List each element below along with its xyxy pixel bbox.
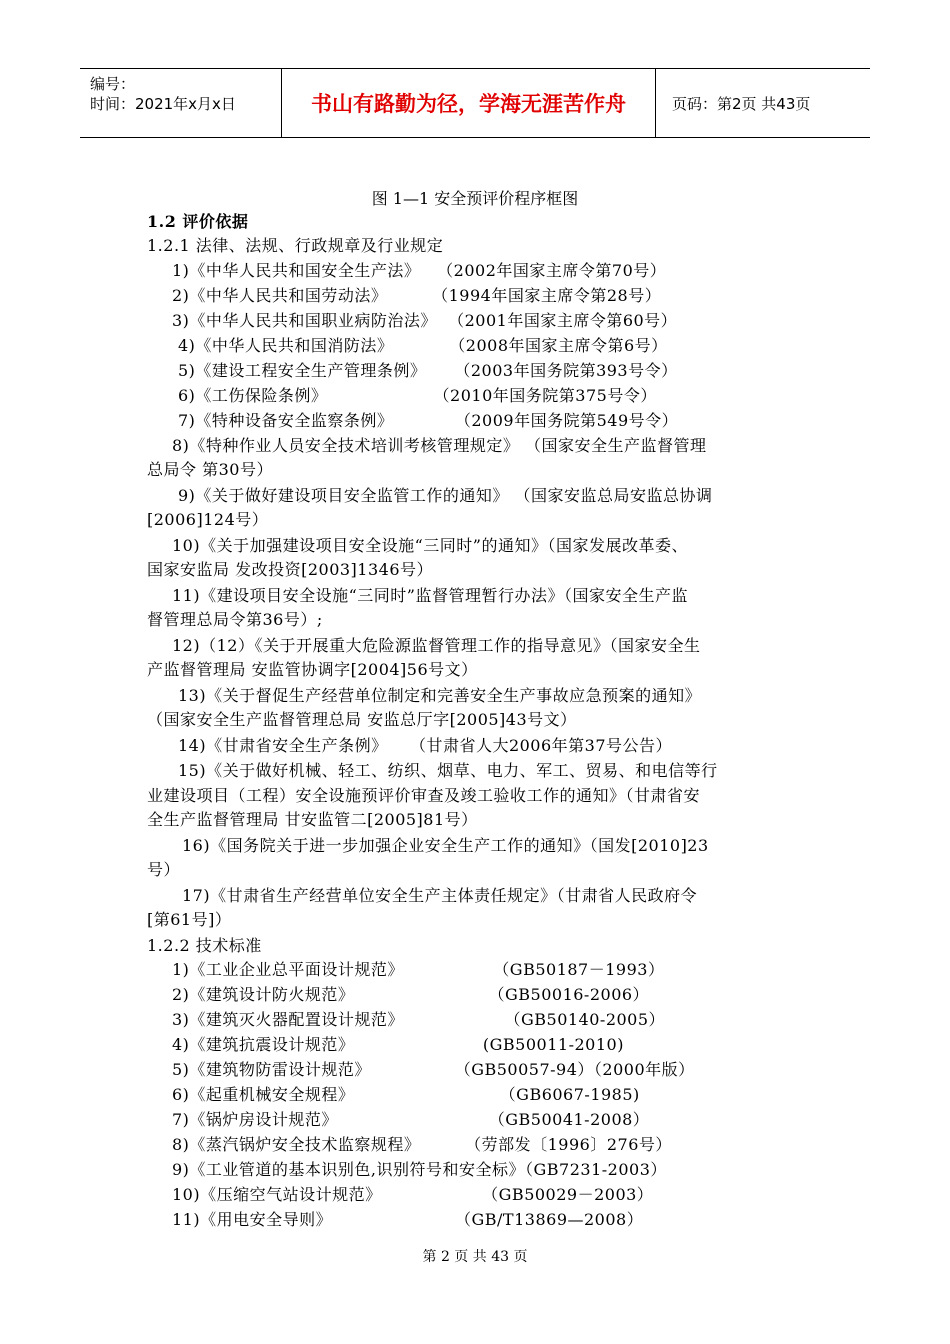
list-item: 4)《中华人民共和国消防法》 （2008年国家主席令第6号） — [178, 336, 668, 355]
header-meta — [80, 69, 280, 137]
list-item: 9)《关于做好建设项目安全监管工作的通知》 （国家安监总局安监总协调 — [178, 486, 713, 505]
list-item: 17)《甘肃省生产经营单位安全生产主体责任规定》（甘肃省人民政府令 — [182, 886, 698, 905]
list-item: 7)《特种设备安全监察条例》 （2009年国务院第549号令） — [178, 411, 679, 430]
list-item-continuation: [2006]124号） — [147, 510, 269, 529]
list-item: 8)《蒸汽锅炉安全技术监察规程》 （劳部发〔1996〕276号） — [172, 1135, 672, 1154]
list-item: 6)《起重机械安全规程》 （GB6067-1985) — [172, 1085, 640, 1104]
subsection-standards: 1.2.2 技术标准 — [147, 936, 262, 955]
list-item-continuation: 产监督管理局 安监管协调字[2004]56号文） — [147, 660, 478, 679]
list-item-continuation: （国家安全生产监督管理总局 安监总厅字[2005]43号文） — [147, 710, 577, 729]
header-motto: 书山有路勤为径，学海无涯苦作舟 — [281, 69, 656, 137]
page-info-text: 页码：第2页 共43页 — [672, 94, 811, 113]
list-item: 10)《关于加强建设项目安全设施“三同时”的通知》（国家发展改革委、 — [172, 536, 688, 555]
figure-caption: 图 1—1 安全预评价程序框图 — [371, 189, 579, 208]
section-title: 1.2 评价依据 — [147, 212, 249, 231]
list-item: 13)《关于督促生产经营单位制定和完善安全生产事故应急预案的通知》 — [178, 686, 702, 705]
list-item-continuation: [第61号]） — [147, 910, 232, 929]
list-item: 9)《工业管道的基本识别色,识别符号和安全标》（GB7231-2003） — [172, 1160, 667, 1179]
list-item: 10)《压缩空气站设计规范》 （GB50029－2003） — [172, 1185, 654, 1204]
list-item-continuation: 全生产监督管理局 甘安监管二[2005]81号） — [147, 810, 478, 829]
list-item-continuation: 国家安监局 发改投资[2003]1346号） — [147, 560, 434, 579]
list-item: 5)《建设工程安全生产管理条例》 （2003年国务院第393号令） — [178, 361, 678, 380]
list-item: 16)《国务院关于进一步加强企业安全生产工作的通知》（国发[2010]23 — [182, 836, 709, 855]
list-item: 5)《建筑物防雷设计规范》 （GB50057-94）（2000年版） — [172, 1060, 695, 1079]
list-item: 2)《建筑设计防火规范》 （GB50016-2006） — [172, 985, 650, 1004]
page-footer: 第 2 页 共 43 页 — [422, 1249, 528, 1265]
list-item: 4)《建筑抗震设计规范》 (GB50011-2010) — [172, 1035, 624, 1054]
list-item: 12)（12）《关于开展重大危险源监督管理工作的指导意见》（国家安全生 — [172, 636, 701, 655]
list-item-continuation: 督管理总局令第36号）; — [147, 610, 323, 629]
list-item: 3)《中华人民共和国职业病防治法》 （2001年国家主席令第60号） — [172, 311, 678, 330]
list-item-continuation: 业建设项目（工程）安全设施预评价审查及竣工验收工作的通知》（甘肃省安 — [147, 786, 701, 805]
list-item: 1)《中华人民共和国安全生产法》 （2002年国家主席令第70号） — [172, 261, 667, 280]
list-item: 7)《锅炉房设计规范》 （GB50041-2008） — [172, 1110, 650, 1129]
list-item: 2)《中华人民共和国劳动法》 （1994年国家主席令第28号） — [172, 286, 662, 305]
list-item: 14)《甘肃省安全生产条例》 （甘肃省人大2006年第37号公告） — [178, 736, 673, 755]
header-page-info — [664, 69, 870, 137]
list-item-continuation: 总局令 第30号） — [147, 460, 273, 479]
list-item: 6)《工伤保险条例》 （2010年国务院第375号令） — [178, 386, 657, 405]
list-item: 8)《特种作业人员安全技术培训考核管理规定》 （国家安全生产监督管理 — [172, 436, 707, 455]
page-header — [80, 68, 870, 138]
list-item: 11)《用电安全导则》 （GB/T13869—2008） — [172, 1210, 644, 1229]
date-label: 时间：2021年x月x日 — [90, 95, 236, 113]
subsection-laws: 1.2.1 法律、法规、行政规章及行业规定 — [147, 236, 444, 255]
list-item-continuation: 号） — [147, 860, 181, 879]
list-item: 3)《建筑灭火器配置设计规范》 （GB50140-2005） — [172, 1010, 666, 1029]
list-item: 15)《关于做好机械、轻工、纺织、烟草、电力、军工、贸易、和电信等行 — [178, 761, 718, 780]
list-item: 11)《建设项目安全设施“三同时”监督管理暂行办法》（国家安全生产监 — [172, 586, 688, 605]
number-label: 编号： — [90, 75, 136, 93]
list-item: 1)《工业企业总平面设计规范》 （GB50187－1993） — [172, 960, 665, 979]
